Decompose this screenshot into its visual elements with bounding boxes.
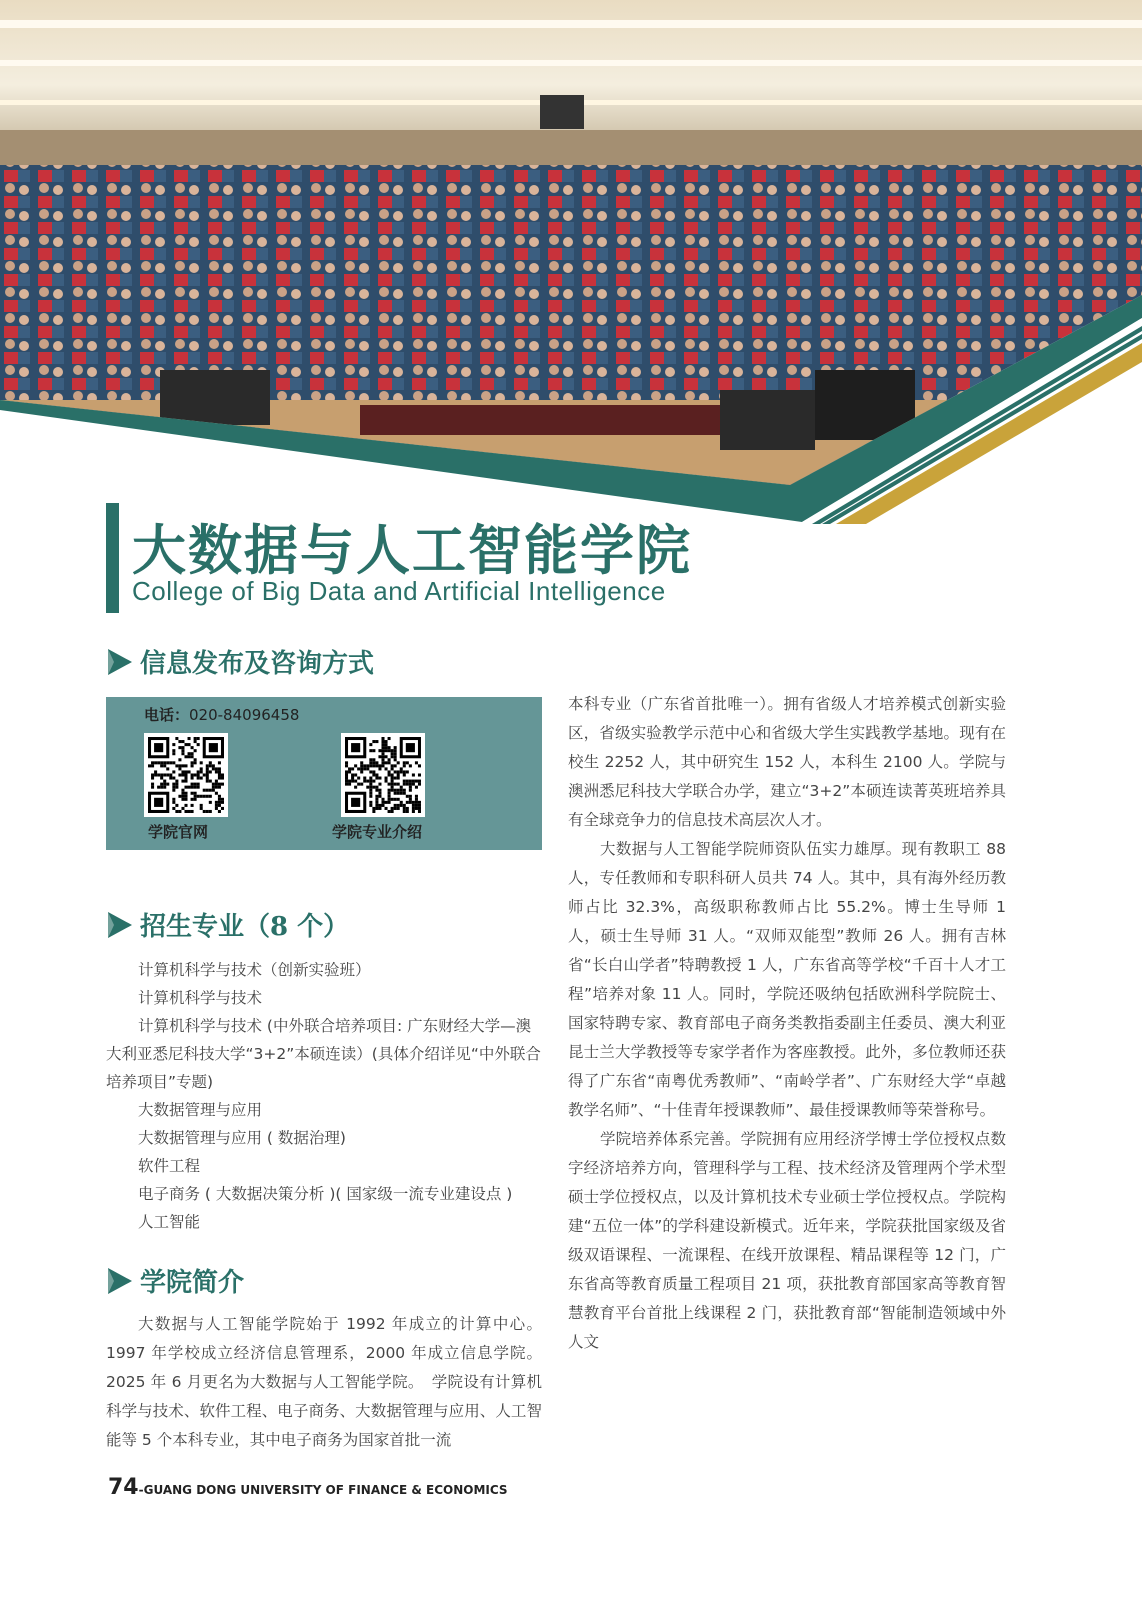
phone-number: 020-84096458 [189,706,300,724]
qr-code-website[interactable] [144,733,228,817]
play-arrow-icon [106,1266,134,1296]
page-title: 大数据与人工智能学院 [132,518,692,582]
paragraph: 大数据与人工智能学院始于 1992 年成立的计算中心。1997 年学校成立经济信息管理系，2000 年成立信息学院。2025 年 6 月更名为大数据与人工智能学院。 学院设有计算机科学与技术、软件工程、电子商务、大数据管理与应用、人工智能等 5 个本科专业，其中电子商务为国家首批一流 [106,1315,542,1449]
list-item: 计算机科学与技术 (中外联合培养项目: 广东财经大学—澳大利亚悉尼科技大学“3+2”本硕连读）(具体介绍详见“中外联合培养项目”专题) [106,1017,541,1091]
list-item: 软件工程 [138,1157,201,1175]
list-item: 大数据管理与应用 ( 数据治理) [138,1129,346,1147]
majors-list [106,956,542,1236]
list-item: 人工智能 [138,1213,201,1231]
phone-line: 电话：020-84096458 [144,706,300,724]
contact-box [106,697,542,850]
list-item: 计算机科学与技术 [138,989,263,1007]
qr-label-website: 学院官网 [148,823,209,841]
play-arrow-icon [106,910,134,940]
intro-text-right [568,690,1006,1357]
section-heading-intro: 学院简介 [106,1262,244,1299]
section-heading-contact: 信息发布及咨询方式 [106,643,374,680]
paragraph: 本科专业（广东省首批唯一）。拥有省级人才培养模式创新实验区，省级实验教学示范中心和省级大学生实践教学基地。现有在校生 2252 人，其中研究生 152 人，本科生 2100 人。学院与澳洲悉尼科技大学联合办学，建立“3+2”本硕连读菁英班培养具有全球竞争力的信息技术高层次人才。 [568,695,1006,829]
page-footer [108,1475,508,1500]
paragraph: 大数据与人工智能学院师资队伍实力雄厚。现有教职工 88 人，专任教师和专职科研人员共 74 人。其中，具有海外经历教师占比 32.3%，高级职称教师占比 55.2%。博士生导师 1 人，硕士生导师 31 人。“双师双能型”教师 26 人。拥有吉林省“长白山学者”特聘教授 1 人，广东省高等学校“千百十人才工程”培养对象 11 人。同时，学院还吸纳包括欧洲科学院院士、国家特聘专家、教育部电子商务类教指委副主任委员、澳大利亚昆士兰大学教授等专家学者作为客座教授。此外，多位教师还获得了广东省“南粤优秀教师”、“南岭学者”、广东财经大学“卓越教学名师”、“十佳青年授课教师”、最佳授课教师等荣誉称号。 [568,840,1006,1119]
qr-code-majors[interactable] [341,733,425,817]
page-number: 74 [108,1475,139,1500]
section-heading-majors: 招生专业（8 个） [106,906,349,943]
paragraph: 学院培养体系完善。学院拥有应用经济学博士学位授权点数字经济培养方向，管理科学与工程、技术经济及管理两个学术型硕士学位授权点，以及计算机技术专业硕士学位授权点。学院构建“五位一体”的学科建设新模式。近年来，学院获批国家级及省级双语课程、一流课程、在线开放课程、精品课程等 12 门，广东省高等教育质量工程项目 21 项，获批教育部国家高等教育智慧教育平台首批上线课程 2 门，获批教育部“智能制造领域中外人文 [568,1130,1006,1351]
play-arrow-icon [106,647,134,677]
list-item: 电子商务 ( 大数据决策分析 )( 国家级一流专业建设点 ) [138,1185,513,1203]
title-accent-bar [106,503,119,613]
intro-text-left [106,1310,542,1455]
qr-label-majors: 学院专业介绍 [332,823,423,841]
page-subtitle-en: College of Big Data and Artificial Intelligence [132,576,666,606]
hero-photo-auditorium [0,0,1142,530]
list-item: 大数据管理与应用 [138,1101,263,1119]
list-item: 计算机科学与技术（创新实验班） [138,961,371,979]
university-name: -GUANG DONG UNIVERSITY OF FINANCE & ECONOMICS [138,1483,508,1497]
